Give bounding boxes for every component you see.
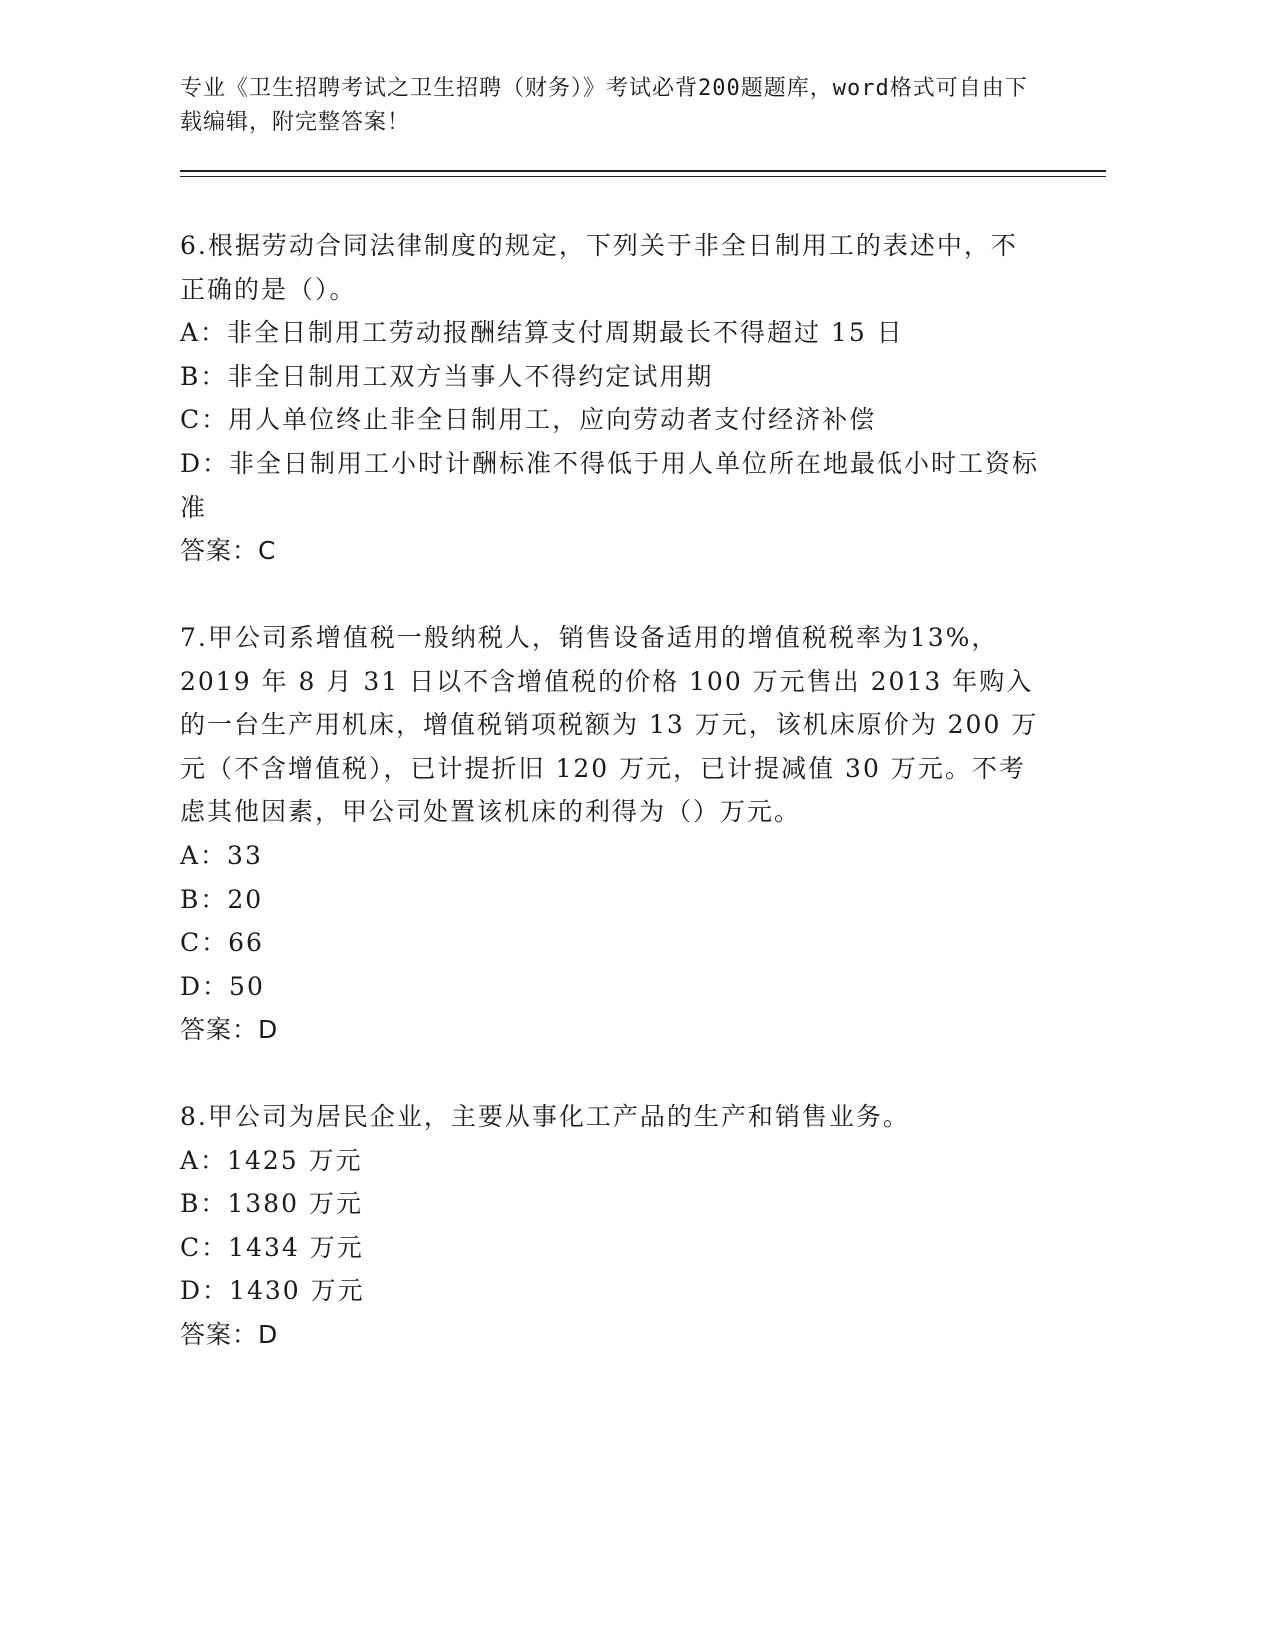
option-d: D：非全日制用工小时计酬标准不得低于用人单位所在地最低小时工资标准 <box>180 448 1040 522</box>
option-d: D：1430 万元 <box>180 1276 365 1306</box>
answer-line: 答案：D <box>180 1015 279 1045</box>
option-a: A：非全日制用工劳动报酬结算支付周期最长不得超过 15 日 <box>180 318 904 348</box>
option-c: C：1434 万元 <box>180 1232 364 1262</box>
option-a: A：1425 万元 <box>180 1145 363 1175</box>
header-divider-top <box>180 170 1106 172</box>
question-stem: 6.根据劳动合同法律制度的规定，下列关于非全日制用工的表述中，不正确的是（）。 <box>180 231 1018 304</box>
question-stem: 7.甲公司系增值税一般纳税人，销售设备适用的增值税税率为13%，2019 年 8 月 31 日以不含增值税的价格 100 万元售出 2013 年购入的一台生产用机床，增值税销项税额为 13 万元，该机床原价为 200 万元（不含增值税），已计提折旧 120 万元，已计提减值 30 万元。不考虑其他因素，甲公司处置该机床的利得为（）万元。 <box>180 623 1039 827</box>
answer-line: 答案：C <box>180 536 277 566</box>
question-8 <box>180 1095 1040 1357</box>
option-b: B：20 <box>180 884 264 914</box>
question-7 <box>180 616 1040 1052</box>
option-c: C：用人单位终止非全日制用工，应向劳动者支付经济补偿 <box>180 405 877 435</box>
question-6 <box>180 224 1040 573</box>
option-b: B：非全日制用工双方当事人不得约定试用期 <box>180 361 714 391</box>
question-stem: 8.甲公司为居民企业，主要从事化工产品的生产和销售业务。 <box>180 1102 910 1131</box>
option-a: A：33 <box>180 840 263 870</box>
option-b: B：1380 万元 <box>180 1189 363 1219</box>
document-header: 专业《卫生招聘考试之卫生招聘（财务）》考试必背200题题库，word格式可自由下载编辑，附完整答案！ <box>180 76 1028 135</box>
option-c: C：66 <box>180 928 264 958</box>
option-d: D：50 <box>180 971 265 1001</box>
header-divider-bottom <box>180 176 1106 177</box>
answer-line: 答案：D <box>180 1319 279 1349</box>
